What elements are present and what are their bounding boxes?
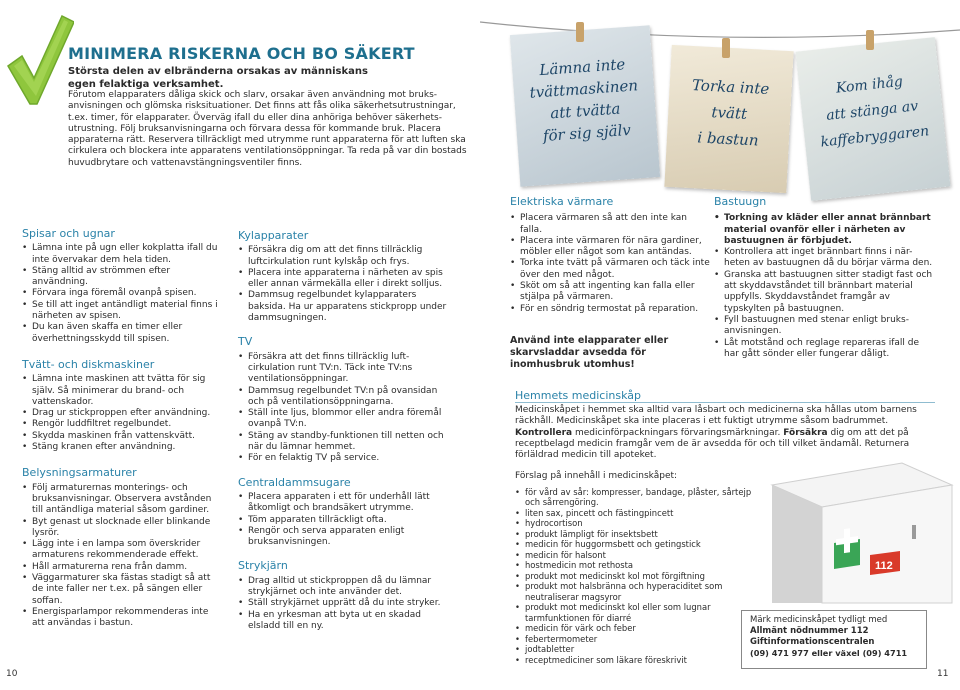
middle-column (238, 230, 448, 642)
list-item: • febertermometer (515, 634, 760, 645)
list-item: • Ställ strykjärnet upprätt då du inte stryker. (238, 598, 448, 609)
note-1-line-3: att tvätta (549, 99, 622, 123)
list-item: • Se till att inget antändligt material finns i närheten av spisen. (22, 300, 222, 323)
list-tvatt (22, 374, 222, 453)
note-3-line-3: kaffebryggaren (819, 123, 930, 151)
list-item: • Lämna inte maskinen att tvätta för sig själv. Så minimerar du brand- och vattenskador. (22, 374, 222, 408)
list-item: • hydrocortison (515, 518, 760, 529)
list-item: • Drag alltid ut stickproppen då du lämnar strykjärnet och inte använder det. (238, 576, 448, 599)
section-heading-tv: TV (238, 335, 253, 349)
list-item: • För en söndrig termostat på reparation. (510, 304, 710, 315)
list-item: • Följ armaturernas monterings- och bruksanvisningar. Observera avstånden till antändliga material såsom gardiner. (22, 483, 222, 517)
note-2-line-1: Torka inte (691, 76, 770, 99)
list-spisar (22, 243, 222, 345)
list-item: • Placera värmaren så att den inte kan falla. (510, 213, 710, 236)
list-item: • Stäng kranen efter användning. (22, 442, 222, 453)
clothespin-icon (722, 38, 730, 58)
list-item: • medicin för halsont (515, 550, 760, 561)
list-central (238, 492, 448, 548)
list-kyl (238, 245, 448, 324)
note-3-line-1: Kom ihåg (835, 73, 904, 97)
list-item: • Placera inte apparaterna i närheten av spis eller annan värmekälla eller i direkt solljus. (238, 268, 448, 291)
callout-utomhus: Använd inte elapparater eller skarvsladdar avsedda för inomhusbruk utomhus! (510, 334, 669, 370)
list-tv (238, 352, 448, 465)
list-item: • Torka inte tvätt på värmaren och täck inte över den med något. (510, 258, 710, 281)
contact-line-1: Märk medicinskåpet tydligt med (750, 615, 888, 625)
clothespin-icon (576, 22, 584, 42)
list-item: • produkt mot medicinskt kol eller som lugnar tarmfunktionen för diarré (515, 602, 760, 623)
bastuugn-column (714, 196, 934, 360)
section-heading-belysning: Belysningsarmaturer (22, 466, 137, 480)
note-card-3 (796, 37, 951, 201)
list-item: • Kontrollera att inget brännbart finns i när-heten av bastuugnen då du börjar värma den. (714, 247, 934, 270)
list-elektriska (510, 213, 710, 315)
contact-box (741, 610, 927, 669)
list-item: • Rengör luddfiltret regelbundet. (22, 419, 222, 430)
note-2-line-2: tvätt (711, 103, 748, 123)
list-item: • receptmediciner som läkare föreskrivit (515, 655, 760, 666)
list-item: • Skydda maskinen från vattenskvätt. (22, 431, 222, 442)
list-item: • Försäkra dig om att det finns tillräcklig luftcirkulation runt kylskåp och frys. (238, 245, 448, 268)
section-heading-elektriska: Elektriska värmare (510, 195, 614, 208)
contact-line-2: Allmänt nödnummer 112 (750, 626, 869, 636)
medicin-contents (515, 471, 760, 665)
list-stryk (238, 576, 448, 632)
medicin-p2-end: dig om att det på receptbelagd medicin framgår vem de är avsedda för och till vilket ändamål. Returnera förläldrad medicin till apoteket. (515, 427, 910, 461)
list-item: • Energisparlampor rekommenderas inte att användas i bastun. (22, 607, 222, 630)
list-item: • Stäng av standby-funktionen till netten och när du lämnar hemmet. (238, 431, 448, 454)
list-item: • hostmedicin mot rethosta (515, 560, 760, 571)
list-item: • medicin för värk och feber (515, 623, 760, 634)
list-item: • Ha en yrkesman att byta ut en skadad elsladd till en ny. (238, 610, 448, 633)
page-subtitle: Största delen av elbränderna orsakas av människans egen felaktiga verksamhet. (68, 66, 368, 90)
section-heading-central: Centraldammsugare (238, 475, 351, 489)
contact-line-3: Giftinformationscentralen (750, 637, 875, 647)
contents-heading: Förslag på innehåll i medicinskåpet: (515, 471, 678, 481)
list-item: • produkt mot halsbränna och hyperaciditet som neutraliserar magsyror (515, 581, 760, 602)
section-heading-spisar: Spisar och ugnar (22, 227, 115, 240)
cabinet-label-112: 112 (875, 560, 893, 572)
list-bastuugn (714, 213, 934, 360)
page-title: MINIMERA RISKERNA OCH BO SÄKERT (68, 44, 415, 63)
section-heading-bastuugn: Bastuugn (714, 195, 767, 208)
note-1-line-4: för sig själv (542, 120, 632, 145)
list-item: • Placera apparaten i ett för underhåll lätt åtkomligt och brandsäkert utrymme. (238, 492, 448, 515)
list-item: • Byt genast ut slocknade eller blinkande lysrör. (22, 517, 222, 540)
contact-line-4: (09) 471 977 eller växel (09) 4711 (750, 648, 908, 658)
list-item: • Du kan även skaffa en timer eller överhettningsskydd till spisen. (22, 322, 222, 345)
list-item: • Drag ur stickproppen efter användning. (22, 408, 222, 419)
list-item: • Placera inte värmaren för nära gardiner, möbler eller något som kan antändas. (510, 236, 710, 259)
list-item: • jodtabletter (515, 644, 760, 655)
medicin-p2-bold-1: Kontrollera (515, 427, 573, 438)
note-2-line-3: i bastun (696, 128, 759, 150)
list-item: • Håll armaturerna rena från damm. (22, 562, 222, 573)
medicin-p2-bold-2: Försäkra (783, 427, 828, 438)
note-card-1 (510, 25, 660, 186)
list-item: • Lägg inte i en lampa som överskrider armaturens rekommenderade effekt. (22, 539, 222, 562)
note-1-line-2: tvättmaskinen (529, 76, 639, 102)
section-heading-stryk: Strykjärn (238, 559, 288, 573)
list-item: • för vård av sår: kompresser, bandage, plåster, sårtejp och sårrengöring. (515, 487, 760, 508)
checkmark-icon (4, 8, 74, 108)
section-heading-kyl: Kylapparater (238, 229, 309, 242)
page-number-right: 11 (937, 669, 949, 679)
list-item: • Låt motstånd och reglage repareras ifall de har gått sönder eller fungerar dåligt. (714, 338, 934, 361)
elektriska-column (510, 196, 710, 371)
medicin-p1: Medicinskåpet i hemmet ska alltid vara låsbart och medicinerna ska hållas utom barnens räckhåll. Medicinskåpet ska inte placeras i ett fuktigt utrymme såsom badrummet. (515, 405, 917, 427)
note-3-line-2: att stänga av (825, 98, 919, 124)
divider (515, 402, 935, 403)
clothespin-icon (866, 30, 874, 50)
list-item: • Töm apparaten tillräckligt ofta. (238, 515, 448, 526)
list-item: • Dammsug regelbundet TV:n på ovansidan och på ventilationsöppningarna. (238, 386, 448, 409)
list-item: • Försäkra att det finns tillräcklig luft-cirkulation runt TV:n. Täck inte TV:ns ventilationsöppningar. (238, 352, 448, 386)
medicin-p2-mid: medicinförpackningars förvaringsmärkningar. (572, 427, 784, 438)
section-heading-tvatt: Tvätt- och diskmaskiner (22, 357, 155, 371)
intro-paragraph: Förutom elapparaters dåliga skick och slarv, orsakar även användning mot bruks-anvisningen och glömska risksituationer. Det finns att fås olika säkerhetsutrustningar, t.ex. timer, för elapparater. Överväg ifall du eller dina anhöriga behöver säkerhets-utrustning. Följ bruksanvisningarna och förvara dessa för kommande bruk. Placera apparaterna rätt. Reservera tillräckligt med utrymme runt apparaterna för att luften ska cirkulera och blockera inte apparatens ventilationsöppningar. Ta reda på var din bostads huvudbrytare och vattenavstängningsventiler finns. (68, 90, 467, 168)
list-item: • Ställ inte ljus, blommor eller andra föremål ovanpå TV:n. (238, 408, 448, 431)
medicine-cabinet-illustration (752, 455, 954, 605)
list-item: • Fyll bastuugnen med stenar enligt bruks-anvisningen. (714, 315, 934, 338)
list-item: • Dammsug regelbundet kylapparaters baksida. Ha ur apparatens stickpropp under dammsugningen. (238, 290, 448, 324)
section-heading-medicin: Hemmets medicinskåp (515, 389, 642, 402)
list-item: • produkt mot medicinskt kol mot förgiftning (515, 571, 760, 582)
list-contents (515, 487, 760, 666)
left-column (22, 228, 222, 640)
list-item: • produkt lämpligt för insektsbett (515, 529, 760, 540)
list-belysning (22, 483, 222, 630)
note-1-line-1: Lämna inte (538, 55, 626, 80)
list-item: • Förvara inga föremål ovanpå spisen. (22, 288, 222, 299)
list-item: • Torkning av kläder eller annat brännbart material ovanför eller i närheten av bastuugnen är förbjudet. (714, 213, 934, 247)
list-item: • Rengör och serva apparaten enligt bruksanvisningen. (238, 526, 448, 549)
list-item: • liten sax, pincett och fästingpincett (515, 508, 760, 519)
page-number-left: 10 (6, 669, 18, 679)
medicin-paragraph (515, 405, 935, 461)
list-item: • Stäng alltid av strömmen efter användning. (22, 266, 222, 289)
list-item: • medicin för huggormsbett och getingstick (515, 539, 760, 550)
note-card-2 (664, 45, 793, 193)
list-item: • Väggarmaturer ska fästas stadigt så att de inte faller ner t.ex. på sängen eller soffan. (22, 573, 222, 607)
list-item: • Lämna inte på ugn eller kokplatta ifall du inte övervakar dem hela tiden. (22, 243, 222, 266)
list-item: • Sköt om så att ingenting kan falla eller stjälpa på värmaren. (510, 281, 710, 304)
list-item: • För en felaktig TV på service. (238, 453, 448, 464)
list-item: • Granska att bastuugnen sitter stadigt fast och att skyddavståndet till brännbart material uppfylls. Skyddavståndet framgår av typskylten på bastuugnen. (714, 270, 934, 315)
